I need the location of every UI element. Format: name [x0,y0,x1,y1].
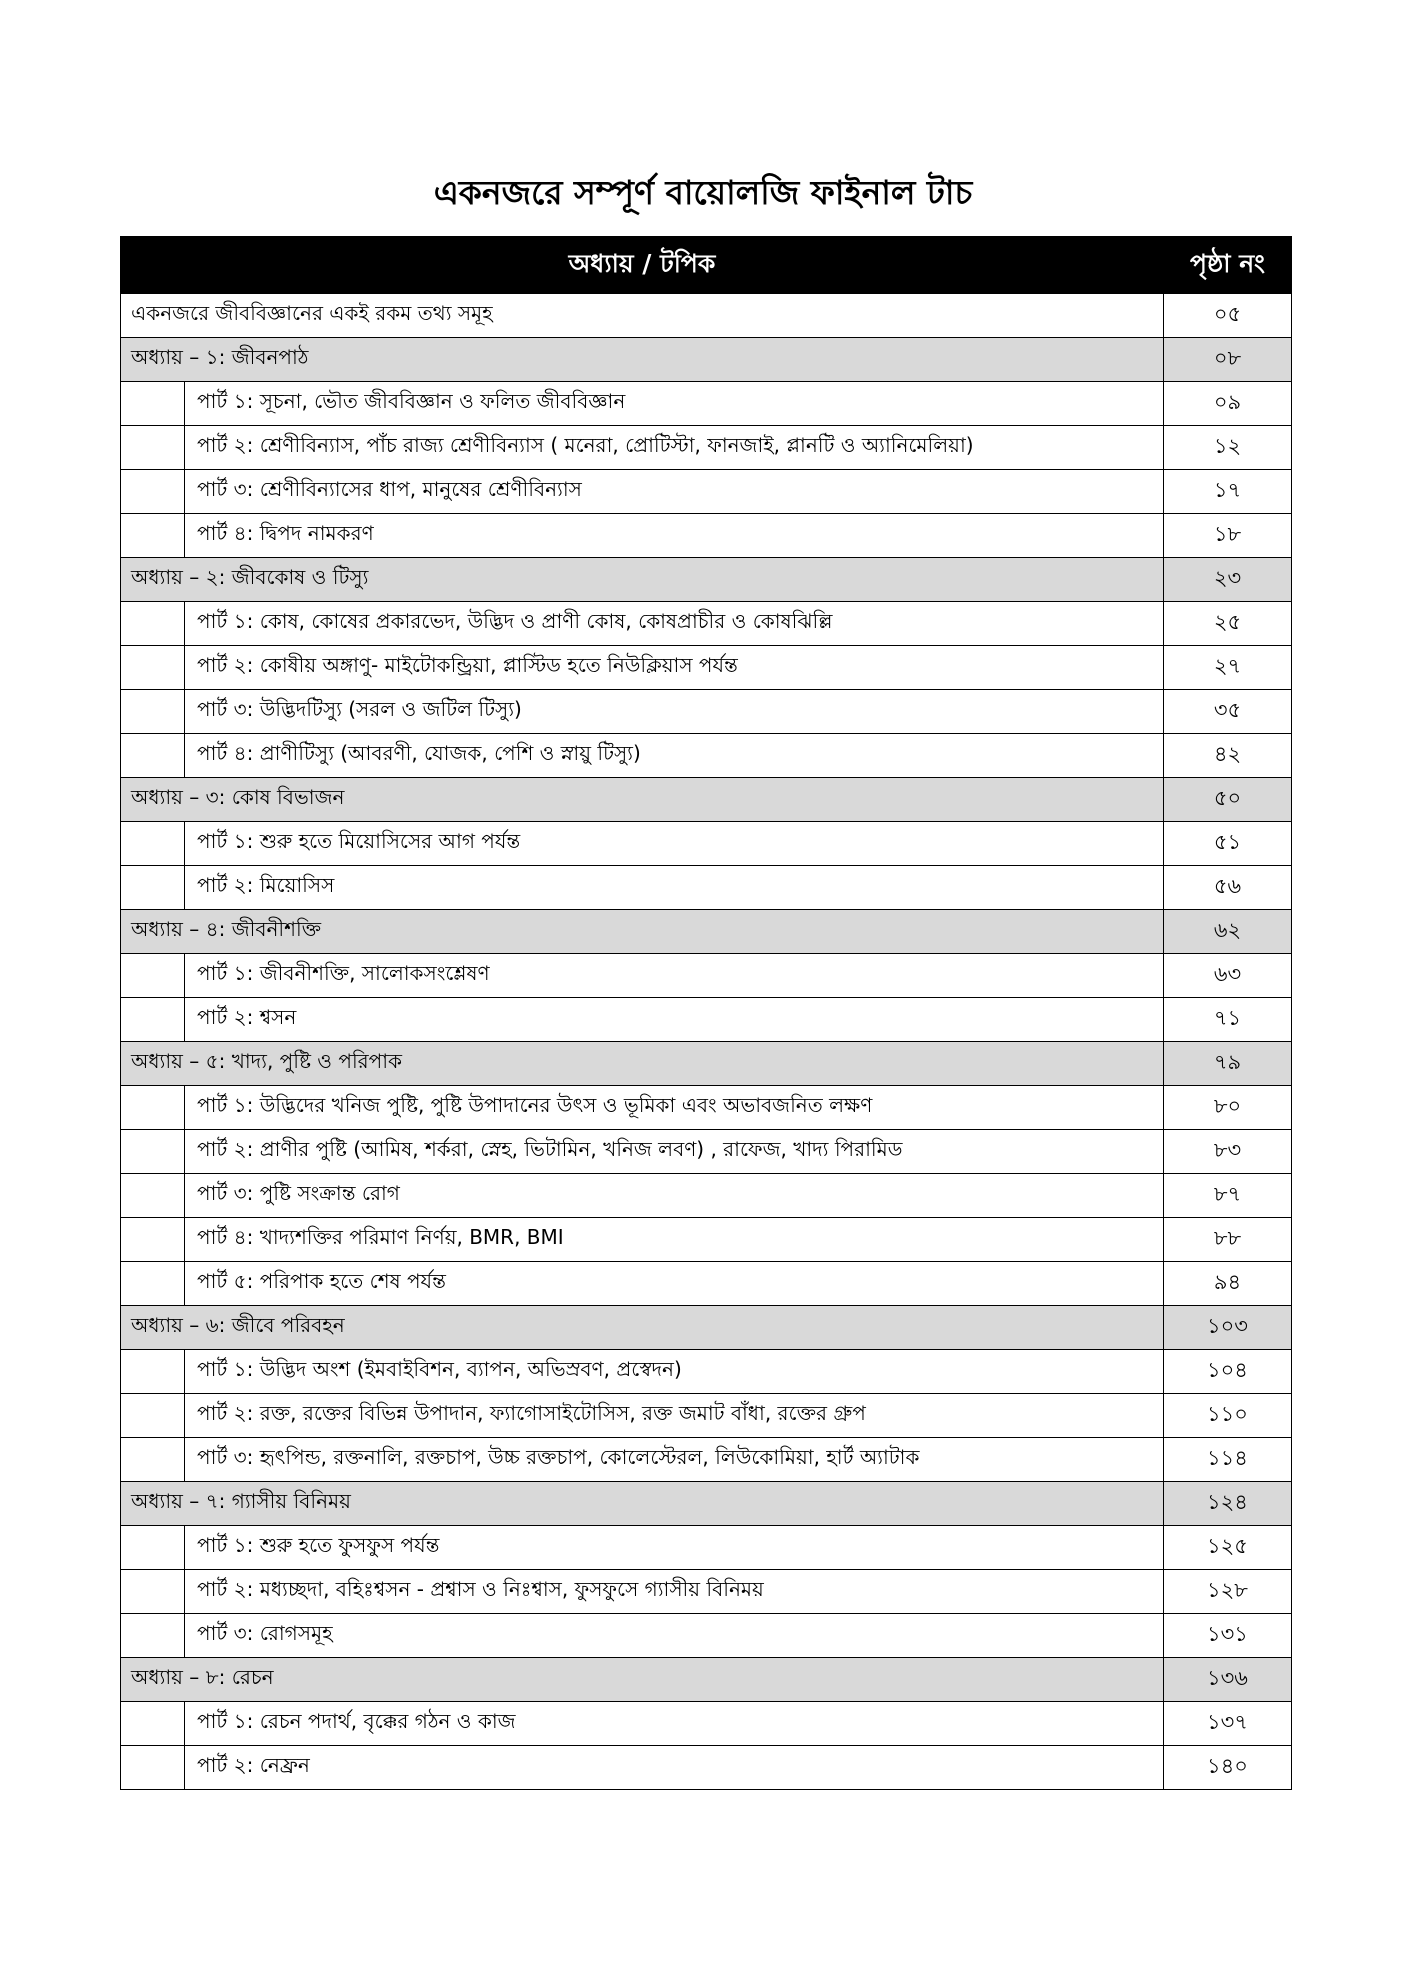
chapter-row [121,338,1292,382]
intro-row [121,294,1292,338]
part-row [121,1570,1292,1614]
chapter-row [121,558,1292,602]
page-number: ০৫ [1164,294,1292,338]
indent-cell [121,1086,185,1130]
page-number: ১২৮ [1164,1570,1292,1614]
chapter-topic: অধ্যায় – ৬: জীবে পরিবহন [121,1306,1164,1350]
part-row [121,1174,1292,1218]
page-number: ১৪০ [1164,1746,1292,1790]
chapter-topic: অধ্যায় – ৭: গ্যাসীয় বিনিময় [121,1482,1164,1526]
chapter-topic: অধ্যায় – ৪: জীবনীশক্তি [121,910,1164,954]
intro-topic: একনজরে জীববিজ্ঞানের একই রকম তথ্য সমূহ [121,294,1164,338]
part-row [121,1702,1292,1746]
page-number: ১০৪ [1164,1350,1292,1394]
table-header-row [121,237,1292,294]
indent-cell [121,470,185,514]
part-topic: পার্ট ৩: হৃৎপিন্ড, রক্তনালি, রক্তচাপ, উচ্চ রক্তচাপ, কোলেস্টেরল, লিউকোমিয়া, হার্ট অ্যাটাক [185,1438,1164,1482]
part-row [121,1086,1292,1130]
page-number: ৬৩ [1164,954,1292,998]
part-topic: পার্ট ৪: খাদ্যশক্তির পরিমাণ নির্ণয়, BMR, BMI [185,1218,1164,1262]
part-topic: পার্ট ৪: দ্বিপদ নামকরণ [185,514,1164,558]
part-row [121,470,1292,514]
part-row [121,1526,1292,1570]
indent-cell [121,646,185,690]
page-number: ৩৫ [1164,690,1292,734]
part-topic: পার্ট ২: মধ্যচ্ছদা, বহিঃশ্বসন - প্রশ্বাস ও নিঃশ্বাস, ফুসফুসে গ্যাসীয় বিনিময় [185,1570,1164,1614]
indent-cell [121,514,185,558]
part-row [121,602,1292,646]
page-number: ৭১ [1164,998,1292,1042]
part-topic: পার্ট ৩: পুষ্টি সংক্রান্ত রোগ [185,1174,1164,1218]
indent-cell [121,1526,185,1570]
page-number: ৯৪ [1164,1262,1292,1306]
indent-cell [121,998,185,1042]
part-row [121,1614,1292,1658]
page-number: ১৩৬ [1164,1658,1292,1702]
page-number: ৮৩ [1164,1130,1292,1174]
part-topic: পার্ট ৫: পরিপাক হতে শেষ পর্যন্ত [185,1262,1164,1306]
page-number: ১৭ [1164,470,1292,514]
page-number: ১২ [1164,426,1292,470]
page-number: ১২৪ [1164,1482,1292,1526]
part-row [121,1130,1292,1174]
chapter-topic: অধ্যায় – ৩: কোষ বিভাজন [121,778,1164,822]
indent-cell [121,1218,185,1262]
part-row [121,1394,1292,1438]
part-topic: পার্ট ২: কোষীয় অঙ্গাণু- মাইটোকন্ড্রিয়া, প্লাস্টিড হতে নিউক্লিয়াস পর্যন্ত [185,646,1164,690]
part-row [121,1350,1292,1394]
part-topic: পার্ট ১: জীবনীশক্তি, সালোকসংশ্লেষণ [185,954,1164,998]
page-number: ৮৮ [1164,1218,1292,1262]
page-number: ৫০ [1164,778,1292,822]
page-number: ৪২ [1164,734,1292,778]
part-row [121,646,1292,690]
indent-cell [121,1570,185,1614]
part-row [121,954,1292,998]
page-number: ৫১ [1164,822,1292,866]
indent-cell [121,1702,185,1746]
indent-cell [121,1394,185,1438]
part-row [121,1218,1292,1262]
part-row [121,1438,1292,1482]
page-number: ৮০ [1164,1086,1292,1130]
part-row [121,690,1292,734]
chapter-row [121,910,1292,954]
part-row [121,382,1292,426]
indent-cell [121,822,185,866]
header-topic: অধ্যায় / টপিক [121,237,1164,294]
page-number: ০৮ [1164,338,1292,382]
part-topic: পার্ট ১: রেচন পদার্থ, বৃক্কের গঠন ও কাজ [185,1702,1164,1746]
indent-cell [121,426,185,470]
page-number: ১৩৭ [1164,1702,1292,1746]
part-row [121,822,1292,866]
chapter-row [121,778,1292,822]
part-row [121,866,1292,910]
part-topic: পার্ট ২: নেফ্রন [185,1746,1164,1790]
header-page: পৃষ্ঠা নং [1164,237,1292,294]
indent-cell [121,1438,185,1482]
page-title: একনজরে সম্পূর্ণ বায়োলজি ফাইনাল টাচ [433,173,973,212]
page-number: ১৮ [1164,514,1292,558]
page-number: ২৭ [1164,646,1292,690]
chapter-topic: অধ্যায় – ৮: রেচন [121,1658,1164,1702]
indent-cell [121,1614,185,1658]
part-topic: পার্ট ১: শুরু হতে ফুসফুস পর্যন্ত [185,1526,1164,1570]
page-number: ৬২ [1164,910,1292,954]
part-topic: পার্ট ২: মিয়োসিস [185,866,1164,910]
part-topic: পার্ট ১: কোষ, কোষের প্রকারভেদ, উদ্ভিদ ও প্রাণী কোষ, কোষপ্রাচীর ও কোষঝিল্লি [185,602,1164,646]
part-topic: পার্ট ১: সূচনা, ভৌত জীববিজ্ঞান ও ফলিত জীববিজ্ঞান [185,382,1164,426]
page-number: ১০৩ [1164,1306,1292,1350]
chapter-row [121,1042,1292,1086]
part-topic: পার্ট ২: রক্ত, রক্তের বিভিন্ন উপাদান, ফ্যাগোসাইটোসিস, রক্ত জমাট বাঁধা, রক্তের গ্রুপ [185,1394,1164,1438]
indent-cell [121,866,185,910]
indent-cell [121,1350,185,1394]
indent-cell [121,1174,185,1218]
chapter-topic: অধ্যায় – ১: জীবনপাঠ [121,338,1164,382]
page-number: ৭৯ [1164,1042,1292,1086]
part-topic: পার্ট ৪: প্রাণীটিস্যু (আবরণী, যোজক, পেশি ও স্নায়ু টিস্যু) [185,734,1164,778]
indent-cell [121,602,185,646]
page-number: ১১৪ [1164,1438,1292,1482]
part-row [121,1262,1292,1306]
page-number: ১১০ [1164,1394,1292,1438]
part-topic: পার্ট ২: প্রাণীর পুষ্টি (আমিষ, শর্করা, স্নেহ, ভিটামিন, খনিজ লবণ) , রাফেজ, খাদ্য পিরামিড [185,1130,1164,1174]
table-of-contents [120,236,1292,1790]
part-row [121,1746,1292,1790]
indent-cell [121,734,185,778]
indent-cell [121,1262,185,1306]
part-row [121,426,1292,470]
part-topic: পার্ট ৩: শ্রেণীবিন্যাসের ধাপ, মানুষের শ্রেণীবিন্যাস [185,470,1164,514]
page-number: ২৩ [1164,558,1292,602]
indent-cell [121,1746,185,1790]
table-body [121,294,1292,1790]
chapter-row [121,1482,1292,1526]
page-number: ১৩১ [1164,1614,1292,1658]
part-topic: পার্ট ১: উদ্ভিদের খনিজ পুষ্টি, পুষ্টি উপাদানের উৎস ও ভূমিকা এবং অভাবজনিত লক্ষণ [185,1086,1164,1130]
indent-cell [121,382,185,426]
page-number: ২৫ [1164,602,1292,646]
indent-cell [121,954,185,998]
page-number: ১২৫ [1164,1526,1292,1570]
part-topic: পার্ট ৩: রোগসমূহ [185,1614,1164,1658]
page-number: ৮৭ [1164,1174,1292,1218]
chapter-row [121,1306,1292,1350]
part-topic: পার্ট ২: শ্বসন [185,998,1164,1042]
part-row [121,998,1292,1042]
part-row [121,514,1292,558]
indent-cell [121,690,185,734]
chapter-topic: অধ্যায় – ৫: খাদ্য, পুষ্টি ও পরিপাক [121,1042,1164,1086]
page-number: ০৯ [1164,382,1292,426]
part-topic: পার্ট ১: শুরু হতে মিয়োসিসের আগ পর্যন্ত [185,822,1164,866]
indent-cell [121,1130,185,1174]
chapter-row [121,1658,1292,1702]
page-number: ৫৬ [1164,866,1292,910]
part-topic: পার্ট ১: উদ্ভিদ অংশ (ইমবাইবিশন, ব্যাপন, অভিস্রবণ, প্রস্বেদন) [185,1350,1164,1394]
part-topic: পার্ট ২: শ্রেণীবিন্যাস, পাঁচ রাজ্য শ্রেণীবিন্যাস ( মনেরা, প্রোটিস্টা, ফানজাই, প্লানটি ও অ্যানিমেলিয়া) [185,426,1164,470]
part-topic: পার্ট ৩: উদ্ভিদটিস্যু (সরল ও জটিল টিস্যু) [185,690,1164,734]
part-row [121,734,1292,778]
chapter-topic: অধ্যায় – ২: জীবকোষ ও টিস্যু [121,558,1164,602]
